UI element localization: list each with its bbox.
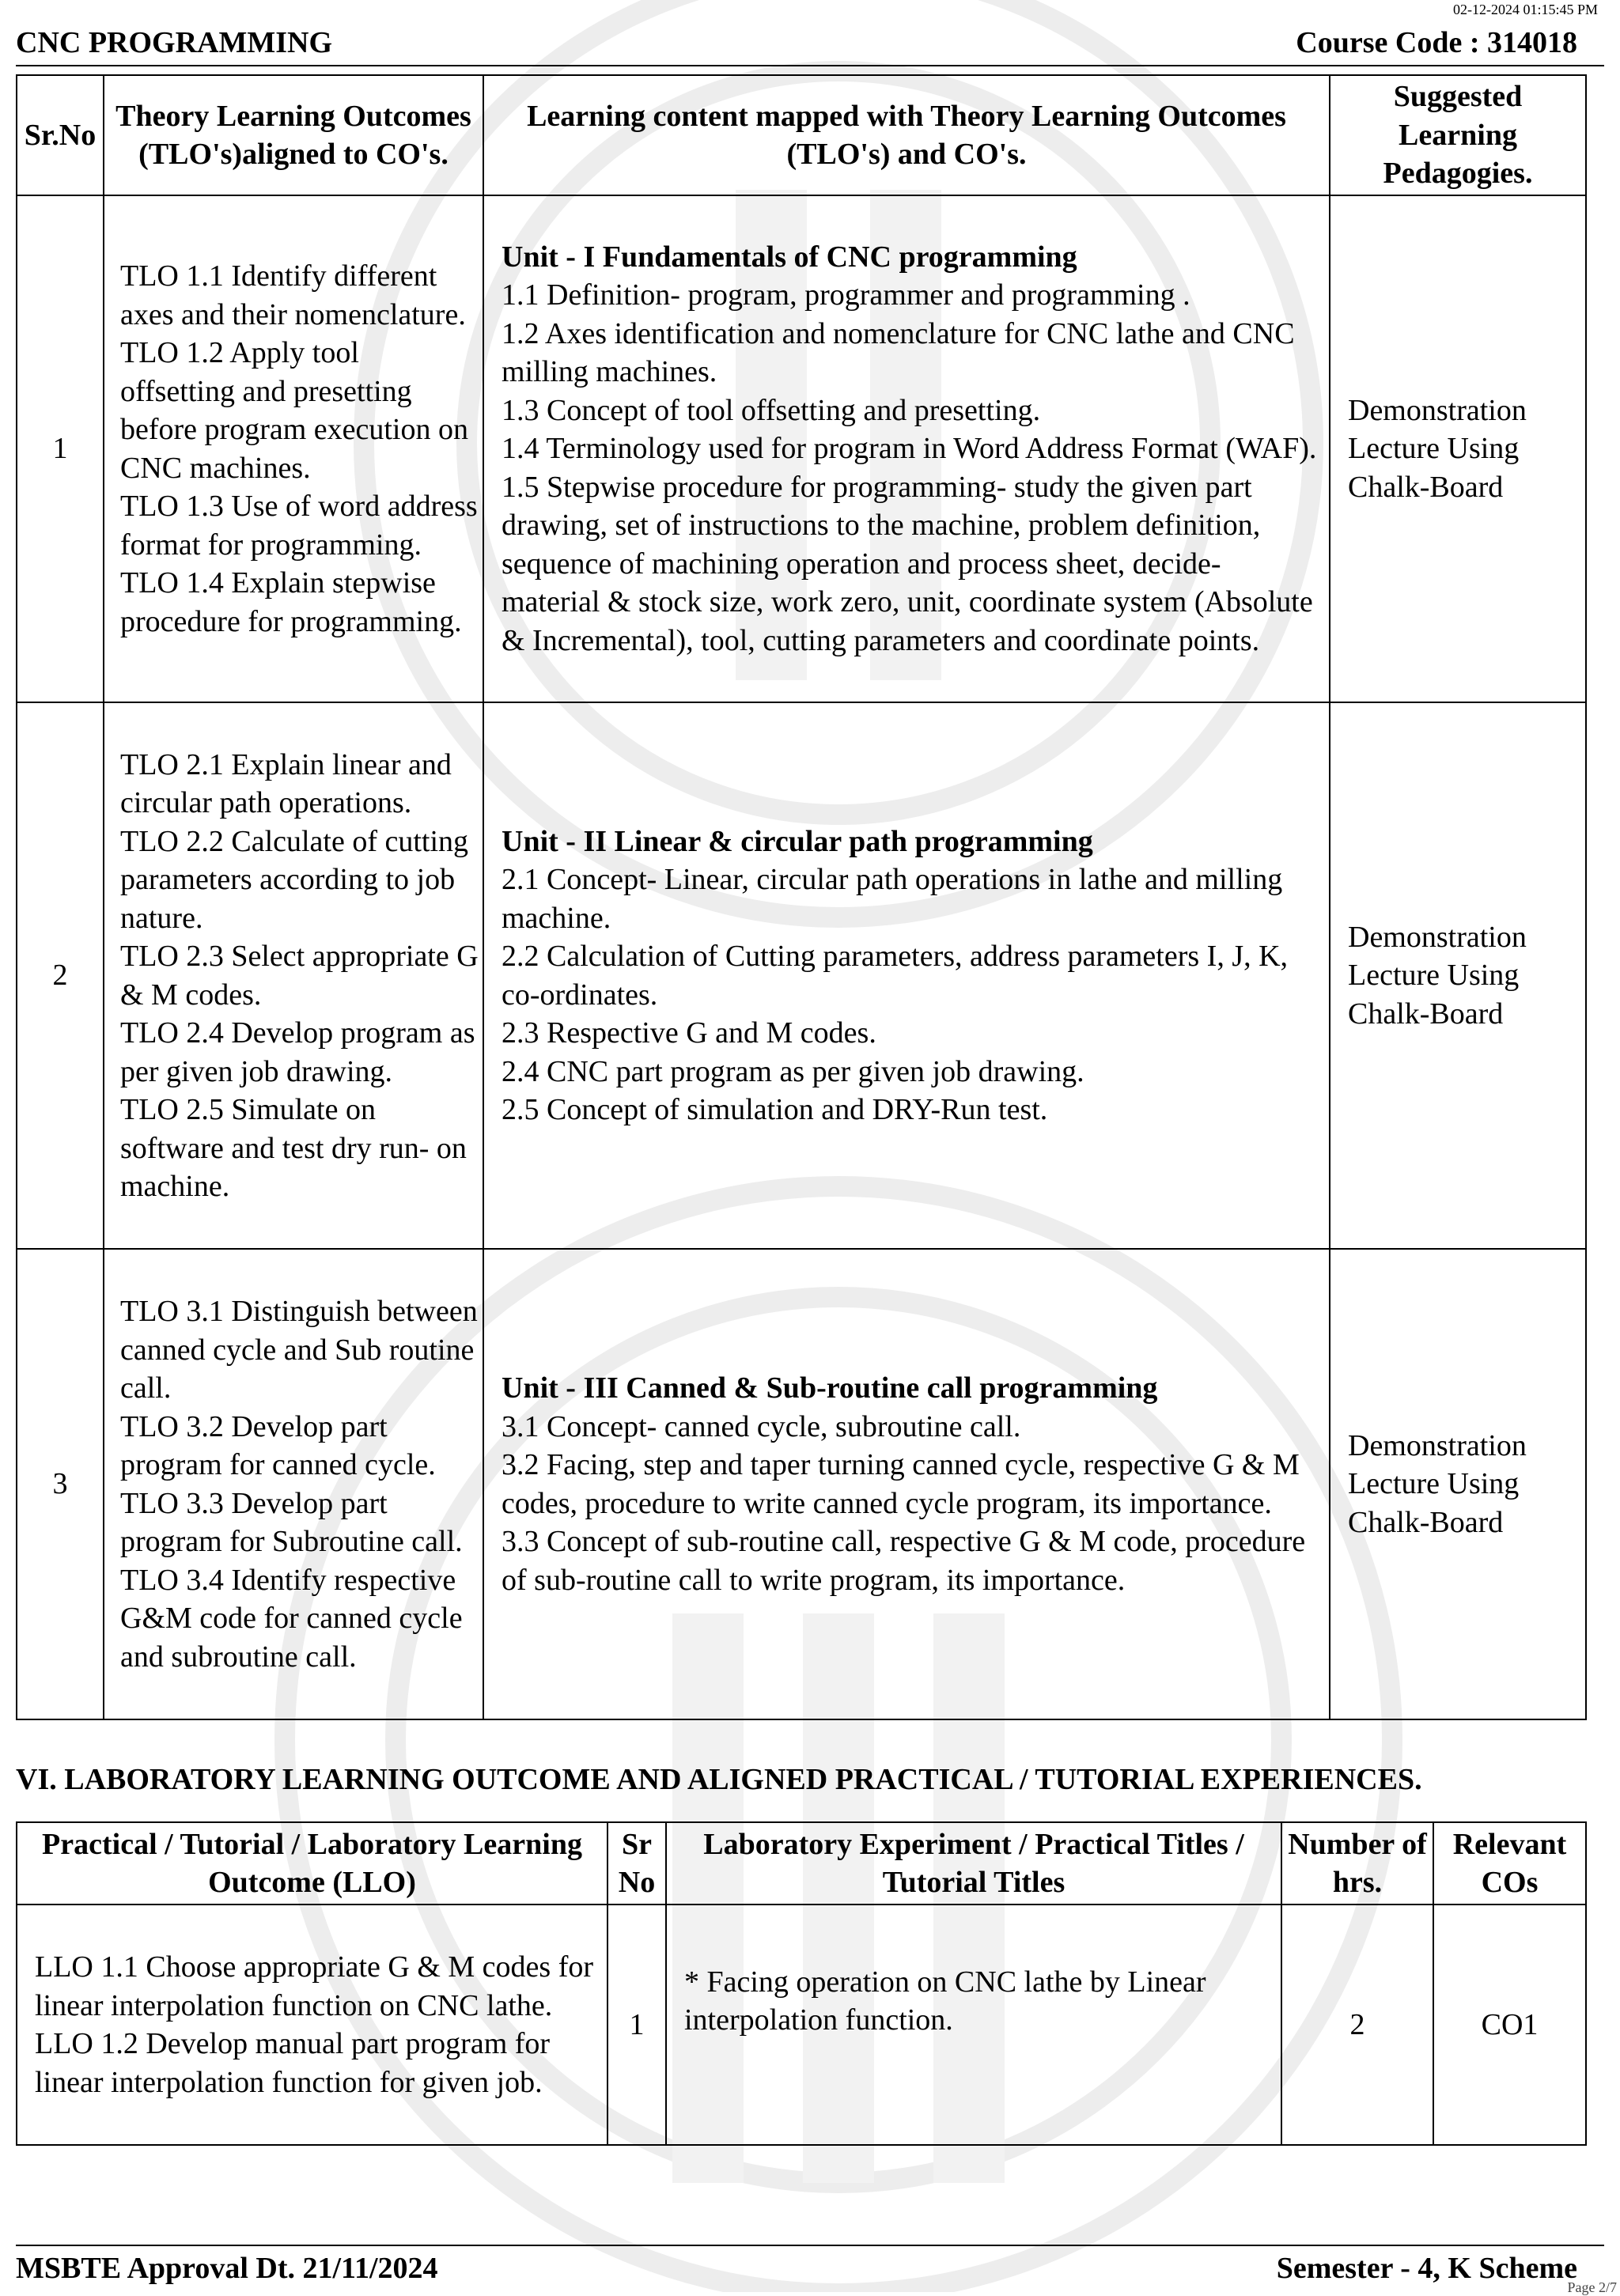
lab-table-header-row — [17, 1822, 1586, 1905]
footer-semester: Semester - 4, K Scheme — [1276, 2252, 1577, 2285]
tlo-table — [16, 74, 1587, 1720]
content-item: 2.4 CNC part program as per given job drawing. — [502, 1054, 1084, 1088]
row-sr-no: 1 — [17, 195, 104, 702]
header-rule — [16, 65, 1604, 66]
header-learning-content: Learning content mapped with Theory Learning Outcomes (TLO's) and CO's. — [483, 75, 1330, 195]
tlo-item: TLO 2.5 Simulate on software and test dry run- on machine. — [120, 1093, 467, 1203]
tlo-item: TLO 2.4 Develop program as per given job drawing. — [120, 1016, 475, 1088]
course-title: CNC PROGRAMMING — [16, 26, 333, 59]
footer-approval: MSBTE Approval Dt. 21/11/2024 — [16, 2252, 438, 2285]
unit-title: Unit - I Fundamentals of CNC programming — [502, 240, 1077, 274]
content-item: 3.3 Concept of sub-routine call, respective G & M code, procedure of sub-routine call to write program, its importance. — [502, 1525, 1306, 1597]
content-item: 3.2 Facing, step and taper turning canned cycle, respective G & M codes, procedure to write canned cycle program, its importance. — [502, 1448, 1300, 1520]
row-pedagogy: Demonstration Lecture Using Chalk-Board — [1330, 702, 1586, 1249]
content-item: 2.2 Calculation of Cutting parameters, address parameters I, J, K, co-ordinates. — [502, 940, 1289, 1012]
header-sr-no: Sr.No — [17, 75, 104, 195]
tlo-item: TLO 3.3 Develop part program for Subroutine call. — [120, 1486, 463, 1558]
row-learning-content — [483, 1249, 1330, 1719]
tlo-item: TLO 2.1 Explain linear and circular path operations. — [120, 747, 452, 819]
footer-rule — [16, 2245, 1604, 2246]
tlo-table-header-row — [17, 75, 1586, 195]
row-lab-sr-no: 1 — [608, 1905, 666, 2145]
row-hours: 2 — [1281, 1905, 1433, 2145]
row-llo-list — [17, 1905, 608, 2145]
content-item: 2.5 Concept of simulation and DRY-Run test. — [502, 1093, 1048, 1126]
print-timestamp: 02-12-2024 01:15:45 PM — [1452, 2, 1598, 17]
course-code: Course Code : 314018 — [1296, 26, 1577, 59]
header-pedagogies: Suggested Learning Pedagogies. — [1330, 75, 1586, 195]
content-item: 3.1 Concept- canned cycle, subroutine call. — [502, 1409, 1021, 1443]
table-row — [17, 1249, 1586, 1719]
content-item: 1.4 Terminology used for program in Word Address Format (WAF). — [502, 432, 1317, 466]
table-row — [17, 195, 1586, 702]
content-item: 1.3 Concept of tool offsetting and presetting. — [502, 393, 1041, 427]
table-row — [17, 702, 1586, 1249]
tlo-item: TLO 1.1 Identify different axes and their nomenclature. — [120, 259, 466, 331]
tlo-item: TLO 1.4 Explain stepwise procedure for programming. — [120, 566, 462, 638]
experiment-title-text: * Facing operation on CNC lathe by Linear interpolation function. — [684, 1965, 1206, 2037]
footer-page-number: Page 2/7 — [1567, 2279, 1617, 2295]
tlo-item: TLO 3.4 Identify respective G&M code for canned cycle and subroutine call. — [120, 1563, 463, 1674]
header-lab-sr-no: Sr No — [608, 1822, 666, 1905]
row-sr-no: 3 — [17, 1249, 104, 1719]
table-row — [17, 1905, 1586, 2145]
llo-item: LLO 1.1 Choose appropriate G & M codes for linear interpolation function on CNC lathe. — [35, 1950, 594, 2022]
row-relevant-cos: CO1 — [1433, 1905, 1586, 2145]
tlo-item: TLO 1.3 Use of word address format for programming. — [120, 490, 478, 562]
content-item: 1.1 Definition- program, programmer and programming . — [502, 278, 1190, 312]
row-tlo-list — [104, 702, 483, 1249]
header-tlo: Theory Learning Outcomes (TLO's)aligned to CO's. — [104, 75, 483, 195]
header-llo: Practical / Tutorial / Laboratory Learning Outcome (LLO) — [17, 1822, 608, 1905]
row-tlo-list — [104, 195, 483, 702]
unit-title: Unit - III Canned & Sub-routine call programming — [502, 1371, 1158, 1405]
content-item: 1.5 Stepwise procedure for programming- study the given part drawing, set of instructions to the machine, problem definition, sequence of machining operation and process sheet, decide- material & stock size, work zero, unit, coordinate system (Absolute & Incremental), tool, cutting parameters and coordinate points. — [502, 470, 1313, 657]
header-experiment-title: Laboratory Experiment / Practical Titles / Tutorial Titles — [666, 1822, 1281, 1905]
content-item: 2.1 Concept- Linear, circular path operations in lathe and milling machine. — [502, 863, 1283, 935]
row-learning-content — [483, 195, 1330, 702]
header-number-of-hours: Number of hrs. — [1281, 1822, 1433, 1905]
llo-item: LLO 1.2 Develop manual part program for linear interpolation function for given job. — [35, 2027, 551, 2099]
row-sr-no: 2 — [17, 702, 104, 1249]
unit-title: Unit - II Linear & circular path programming — [502, 824, 1093, 858]
row-pedagogy: Demonstration Lecture Using Chalk-Board — [1330, 1249, 1586, 1719]
row-learning-content — [483, 702, 1330, 1249]
lab-table — [16, 1821, 1587, 2146]
tlo-item: TLO 3.1 Distinguish between canned cycle and Sub routine call. — [120, 1295, 478, 1405]
row-tlo-list — [104, 1249, 483, 1719]
tlo-item: TLO 1.2 Apply tool offsetting and presetting before program execution on CNC machines. — [120, 336, 468, 485]
section-vi-heading: VI. LABORATORY LEARNING OUTCOME AND ALIGNED PRACTICAL / TUTORIAL EXPERIENCES. — [16, 1763, 1422, 1796]
tlo-item: TLO 3.2 Develop part program for canned cycle. — [120, 1409, 436, 1481]
tlo-item: TLO 2.3 Select appropriate G & M codes. — [120, 940, 479, 1012]
header-relevant-cos: Relevant COs — [1433, 1822, 1586, 1905]
row-experiment-title — [666, 1905, 1281, 2145]
content-item: 2.3 Respective G and M codes. — [502, 1016, 876, 1050]
tlo-item: TLO 2.2 Calculate of cutting parameters according to job nature. — [120, 824, 469, 935]
content-item: 1.2 Axes identification and nomenclature for CNC lathe and CNC milling machines. — [502, 316, 1295, 389]
row-pedagogy: Demonstration Lecture Using Chalk-Board — [1330, 195, 1586, 702]
